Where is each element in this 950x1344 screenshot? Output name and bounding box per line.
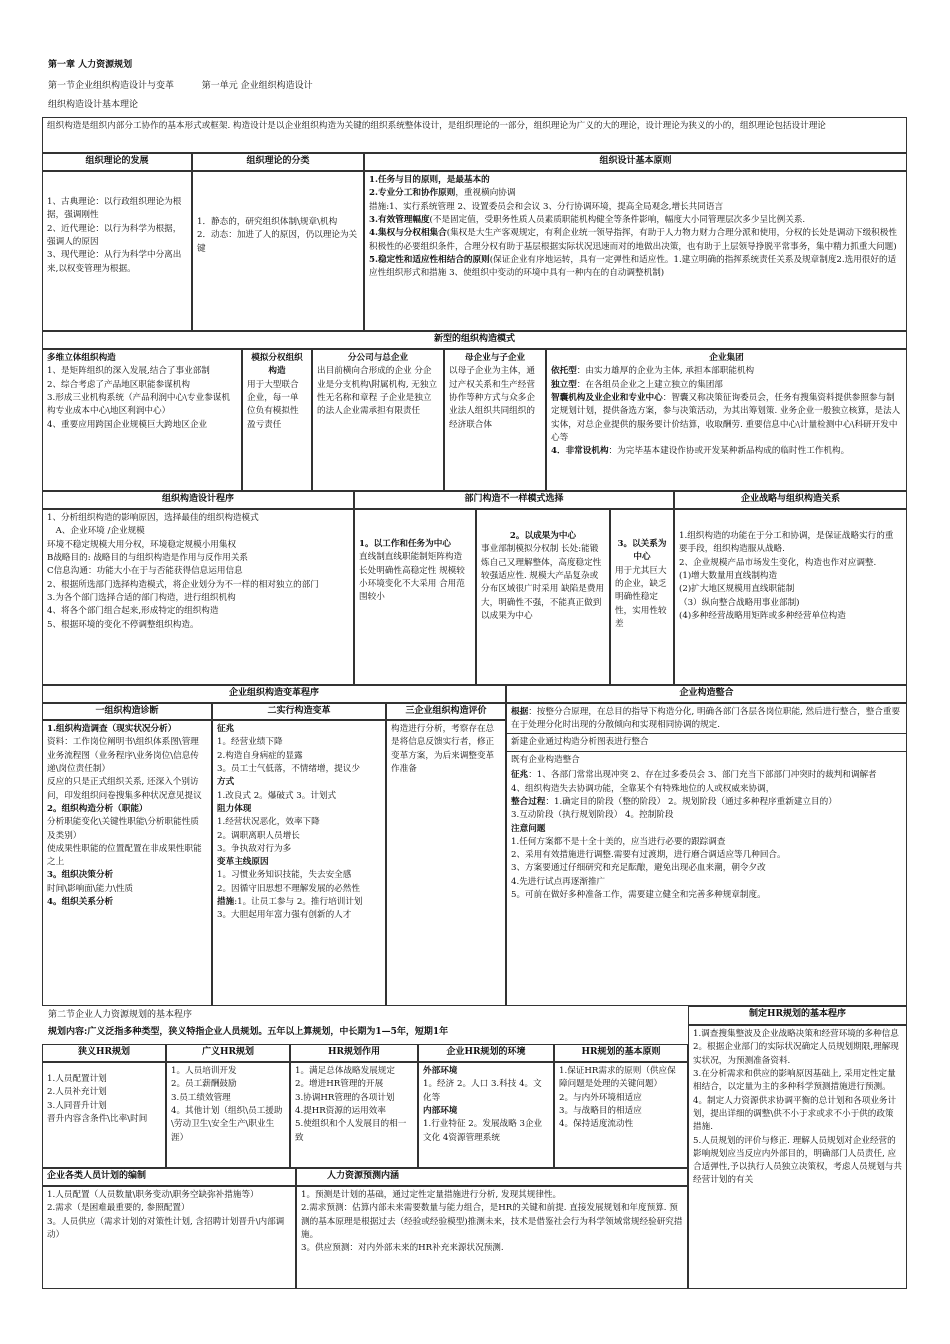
hr-narrow-header: 狭义HR规划 — [42, 1044, 166, 1062]
dept-mode-result-title: 2。以成果为中心 — [509, 531, 577, 541]
diag-line: 4。组织关系分析 — [47, 897, 114, 908]
impl-line: 阻力体现 — [217, 803, 252, 814]
hr-compile-item: 1.人员配置（人员数量\职务变动\职务空缺弥补措施等） — [47, 1190, 259, 1200]
hr-compile-item: 2.需求（是困难最重要的, 参照配置） — [47, 1203, 190, 1214]
theory-dev-item: 1、古典理论：以行政组织理论为根据，强调刚性 — [47, 197, 182, 221]
reform-diag-header: 一组织构造诊断 — [42, 703, 212, 720]
hr-role-header: HR规划作用 — [290, 1044, 418, 1062]
hr-step: 1.调查搜集整波及企业战略决策和经营环境的多种信息2。根据企业部门的实际状况确定人员规划期限,理解现实状况，为预测准备资料. — [693, 1029, 899, 1066]
mode-parent-title: 母企业与子企业 — [464, 353, 526, 363]
impl-line: 变革主线原因 — [217, 857, 269, 868]
integration-symptom-4: 4、组织构造失去协调功能，全靠某个有特殊地位的人或权威来协调， — [511, 783, 775, 794]
hr-broad-item: 1。人员培训开发 — [171, 1066, 237, 1076]
hr-env-header: 企业HR规划的环境 — [418, 1044, 554, 1062]
strategy-item: 1.组织构造的功能在于分工和协调，是保证战略实行的重要手段，组织构造服从战略. — [679, 531, 894, 555]
impl-line: 1。经营业绩下降 — [217, 737, 283, 748]
hr-section-title: 第二节企业人力资源规划的基本程序 — [48, 1010, 193, 1020]
strategy-item: (4)多种经营战略用矩阵或多种经营单位构造 — [679, 610, 846, 621]
hr-step: 5.人员规划的评价与修正. 理解人员规划对企业经营的影响规划应当反应内外部目的，明确部门人员责任, 应合适弹性,予以执行人员独立决策权，考虑人员规划与共经营计划的有关 — [693, 1135, 902, 1186]
hr-content-line: 规划内容:广义泛指多种类型，狭义特指企业人员规划。五年以上算规划，中长期为1—5年，短期1年 — [48, 1027, 449, 1037]
modes-header: 新型的组织构造模式 — [42, 331, 907, 349]
impl-line: 1。习惯业务知识技能，失去安全感 — [217, 870, 352, 881]
theory-class-item: 1．静态的，研究组织体制\规章\机构 — [197, 217, 338, 227]
impl-line: 1.经营状况恶化，效率下降 — [217, 817, 320, 828]
hr-broad-header: 广义HR规划 — [166, 1044, 290, 1062]
hr-principle-cell — [554, 1062, 688, 1168]
hr-env-external-items: 1。经济 2。人口 3.科技 4。文化等 — [423, 1079, 542, 1103]
hr-broad-item: 3.员工绩效管理 — [171, 1092, 231, 1103]
dept-mode-task-cell — [354, 509, 476, 685]
theory-dev-item: 2、近代理论：以行为科学为根据，强调人的原因 — [47, 223, 182, 247]
dept-mode-task-text: 直线制直线职能制矩阵构造 长处明确性高稳定性 规模较小环境变化不大采用 合用范围较小 — [359, 552, 465, 603]
dept-mode-relation-cell — [610, 509, 674, 685]
hr-forecast-item: 2.需求预测：估算内部未来需要数量与能力组合，是HR的关键和前提. 直接发展规划和年度预算. 预测的基本原理是根据过去（经验或经验模型)推测未来，技术是借鉴社会行为科学领域常规经验研究措施。 — [301, 1203, 683, 1240]
design-step: C信息沟通：功能大小在于与否能获得信息运用信息 — [47, 566, 243, 577]
reform-impl-cell — [212, 720, 386, 1006]
hr-steps-cell — [688, 1025, 907, 1289]
diag-line: 3。组织决策分析 — [47, 870, 114, 881]
dept-mode-result-cell — [476, 509, 610, 685]
integration-process: 整合过程：1.确定目的阶段（整的阶段） 2。规划阶段（通过多种程序重新建立目的） — [511, 796, 837, 807]
hr-narrow-item: 1.人员配置计划 — [47, 1074, 107, 1084]
strategy-item: (1)增大数量用直线制构造 — [679, 570, 778, 581]
hr-broad-item: 2。员工薪酬鼓励 — [171, 1079, 237, 1090]
impl-line: 2。调职离职人员增长 — [217, 830, 300, 841]
mode-group-cell — [546, 349, 907, 491]
hr-env-internal-items: 1.行业特征 2。发展战略 3企业文化 4资源管理系统 — [423, 1119, 543, 1143]
theory-dev-item: 3、现代理论：从行为科学中分离出来,以权变管理为根据。 — [47, 250, 182, 274]
chapter-title: 第一章 人力资源规划 — [48, 60, 133, 70]
hr-principle-item: 3。与战略目的相适应 — [559, 1105, 642, 1116]
mode-parent-text: 以母子企业为主体，通过产权关系和生产经营协作等种方式与众多企业法人组织共同组织的经济联合体 — [449, 366, 535, 430]
hr-steps-header: 制定HR规划的基本程序 — [688, 1006, 907, 1025]
dept-mode-task-title: 1。以工作和任务为中心 — [359, 539, 451, 549]
mode-sim-text: 用于大型联合企业，每一单位负有模拟性盈亏责任 — [247, 379, 299, 430]
mode-multi-item: 4、重要应用跨国企业规模巨大跨地区企业 — [47, 419, 208, 430]
principle-cell — [364, 171, 907, 331]
mode-multi-item: 1、是矩阵组织的深入发展,结合了事业部制 — [47, 366, 210, 377]
reform-impl-header: 二实行构造变革 — [212, 703, 386, 720]
diag-line: 1.组织构造调查（现实状况分析） — [47, 724, 177, 734]
integration-existing: 既有企业构造整合 — [507, 751, 906, 769]
mode-parent-cell — [444, 349, 546, 491]
reform-eval-header: 三企业组织构造评价 — [386, 703, 506, 720]
principle-item: 5.稳定性和适应性相结合的原则(保证企业有序地运转，具有一定弹性和适应性。1.建立明确的指挥系统责任关系及规章制度2.选用很好的适应性组织形式和措施 3、使组织中变动的环境中具有一种内在的自动调整机制) — [369, 254, 897, 279]
mode-multi-cell — [42, 349, 242, 491]
hr-step: 4。制定人力资源供求协调平衡的总计划和各项业务计划，提出详细的调整\供不小于求或求不小于供的政策措施. — [693, 1095, 897, 1133]
integration-process-2: 3.互动阶段（执行规划阶段） 4。控制阶段 — [511, 810, 674, 821]
intro-text: 组织构造是组织内部分工协作的基本形式或框架. 构造设计是以企业组织构造为关键的组织系统整体设计，是组织理论的一部分，组织理论为广义的大的理论，设计理论为狭义的小的，组织理论包括设计理论 — [42, 117, 907, 153]
integration-note: 2、采用有效措施进行调整.需要有过渡期，进行磨合调适应等几种回合。 — [511, 850, 786, 861]
hr-compile-cell — [42, 1186, 296, 1289]
diag-line: 使成果性职能的位置配置在非成果性职能之上 — [47, 843, 202, 868]
reform-diag-cell — [42, 720, 212, 1006]
strategy-cell — [674, 509, 907, 685]
principle-item: 2.专业分工和协作原则，重视横向协调 — [369, 188, 516, 199]
hr-forecast-header: 人力资源预测内涵 — [296, 1168, 688, 1186]
principle-item: 措施:1、实行系统管理 2、设置委员会和会议 3、分行协调环境，提高全局观念,增长共同语言 — [369, 201, 724, 212]
dept-mode-result-text: 事业部制模拟分权制 长处:能锻炼自己又理解整体，高度稳定性较强适应性. 规模大产品复杂或分布区域很广时采用 缺陷是费用大，明确性不强，不能真正做到以成果为中心 — [481, 544, 605, 621]
mode-group-line: 独立型：在各组员企业之上建立独立的集团部 — [551, 379, 723, 390]
integration-basis: 根据：按整分合原理，在总目的指导下构造分化, 明确各部门各层各岗位职能, 然后进行整合，整合重要在于处理分化时出现的分散倾向和实现相同协调的规定. — [511, 707, 901, 731]
mode-sim-cell — [242, 349, 312, 491]
hr-principle-item: 1.保证HR需求的原则（供应保障问题是处理的关键问题） — [559, 1066, 676, 1090]
mode-group-line: 4．非常设机构：为完毕基本建设作协或开发某种新品构成的临时性工作机构。 — [551, 446, 850, 457]
hr-narrow-item: 3.人同晋升计划 — [47, 1100, 107, 1111]
diag-line: 时间\影响面\能力\性质 — [47, 883, 134, 894]
mode-group-title: 企业集团 — [709, 353, 744, 363]
integration-note: 3、方案要通过仔细研究和充足酝酿，避免出现必血来潮，朝令夕改 — [511, 863, 766, 874]
hr-narrow-item: 晋升内容含条件\比率\时间 — [47, 1113, 148, 1124]
integration-newbiz: 新建企业通过构造分析图表进行整合 — [507, 733, 906, 751]
section-title — [48, 80, 313, 94]
hr-compile-header: 企业各类人员计划的编制 — [42, 1168, 296, 1186]
mode-multi-item: 2、综合考虑了产品地区职能参谋机构 — [47, 379, 190, 390]
hr-principle-item: 2。与内外环境相适应 — [559, 1092, 642, 1103]
integration-cell — [506, 703, 907, 1006]
integration-note: 4.先进行试点再逐渐推广 — [511, 876, 606, 887]
theory-dev-header: 组织理论的发展 — [42, 153, 192, 171]
strategy-item: （3）纵向整合战略用事业部制) — [679, 597, 800, 608]
reform-header: 企业组织构造变革程序 — [42, 685, 506, 703]
design-step: 1、分析组织构造的影响原因，选择最佳的组织构造模式 — [47, 513, 259, 523]
hr-narrow-cell — [42, 1062, 166, 1168]
principle-item: 3.有效管理幅度(不是固定值，受职务性质人员素质职能机构健全等条件影响，幅度大小同管理层次多少呈比例关系. — [369, 214, 806, 225]
theory-class-item: 2．动态：加进了人的原因，仍以理论为关键 — [197, 230, 358, 254]
integration-note: 5。可前在做好多种准备工作，需要建立健全和完善多种规章制度。 — [511, 890, 766, 901]
strategy-item: 2、企业规模产品市场发生变化，构造也作对应调整. — [679, 557, 877, 568]
strategy-item: (2)扩大地区规模用直线职能制 — [679, 584, 795, 595]
mode-branch-title: 分公司与总企业 — [347, 353, 409, 363]
dept-mode-relation-title: 3。以关系为中心 — [617, 539, 667, 563]
mode-group-line: 依托型：由实力雄厚的企业为主体, 承担本部职能机构 — [551, 366, 755, 377]
integration-note: 1.任何方案都不是十全十美的，应当进行必要的跟踪调查 — [511, 836, 726, 847]
integration-symptom: 征兆：1、各部门常常出现冲突 2、存在过多委员会 3、部门充当下部部门冲突时的裁判和调解者 — [511, 770, 877, 781]
hr-env-external-title: 外部环境 — [423, 1066, 458, 1076]
diag-line: 2。组织构造分析（职能） — [47, 803, 148, 814]
design-step: 环境不稳定规模大用分权，环境稳定规模小用集权 — [47, 539, 237, 550]
hr-broad-cell — [166, 1062, 290, 1168]
impl-line: 征兆 — [217, 724, 235, 734]
hr-env-internal-title: 内部环境 — [423, 1105, 458, 1116]
principle-header: 组织设计基本原则 — [364, 153, 907, 171]
impl-line: 2.构造自身病症的显露 — [217, 750, 303, 761]
unit-name: 第一单元 企业组织构造设计 — [201, 81, 313, 91]
principle-item: 4.集权与分权相集合(集权是大生产客观规定，有利企业统一领导指挥，有助于人力物力财力合理分派和使用，分权的长处是调动下级积极性积极性的必要组织条件，合理分权有助于基层根据实际状况迅速而对的地做出决策，也有助于上层领导挣脱平常事务，集中精力抓重大问题) — [369, 228, 897, 252]
hr-step: 3.在分析需求和供应的影响原因基础上, 采用定性定量相结合，以定量为主的多种科学预测措施进行预测。 — [693, 1068, 896, 1093]
diag-line: 分析职能变化\关键性职能\分析职能性质及类别） — [47, 817, 199, 841]
impl-line: 方式 — [217, 777, 235, 788]
hr-role-item: 4.提HR资源的运用效率 — [295, 1105, 386, 1116]
reform-eval-cell: 构造进行分析，考察存在总是将信息反馈实行者，修正变革方案，为后来调整变革作准备 — [386, 720, 506, 1006]
design-step: 2、根据所选部门选择构造模式，将企业划分为不一样的相对独立的部门 — [47, 579, 319, 590]
hr-narrow-item: 2.人员补充计划 — [47, 1087, 107, 1098]
mode-branch-text: 出目前横向合形成的企业 分企业是分支机构\附属机构, 无独立性无名称和章程 子企业是独立的法人企业需承担有限责任 — [317, 366, 438, 417]
mode-group-line: 智囊机构及业企业和专业中心：智囊又称决策征询委员会，任务有搜集资料提供参照参与制定规划计划，提供备选方案，参与决策活动，为其出筹划策. 业务企业一般独立核算，是法人实体，对总企业提供的服务要计价结算，收取酬劳. 重要信息中心\计量检测中心\科研开发中心等 — [551, 392, 901, 443]
diag-line: 反应的只是正式组织关系, 还深入个别访问，印发组织问卷搜集多种状况意见提议 — [47, 777, 202, 801]
design-step: A、企业环境 /企业规模 — [47, 526, 145, 537]
section-name: 第一节企业组织构造设计与变革 — [48, 81, 175, 91]
theory-class-header: 组织理论的分类 — [192, 153, 364, 171]
hr-role-item: 5.使组织和个人发展目的相一致 — [295, 1119, 407, 1143]
hr-role-cell — [290, 1062, 418, 1168]
hr-role-item: 2。增进HR管理的开展 — [295, 1079, 384, 1090]
hr-compile-item: 3。人员供应（需求计划的对策性计划, 含招聘计划晋升\内部调动） — [47, 1216, 285, 1240]
impl-line: 措施:1。让员工参与 2。推行培训计划 — [217, 897, 363, 908]
design-step: 5、根据环境的变化不停调整组织构造。 — [47, 619, 199, 630]
hr-role-item: 1。满足总体战略发展规定 — [295, 1066, 395, 1076]
hr-role-item: 3.协调HR管理的各项计划 — [295, 1092, 395, 1103]
impl-line: 1.改良式 2。爆破式 3。计划式 — [217, 790, 337, 801]
design-step: 3.为各个部门选择合适的部门构造，进行组织机构 — [47, 592, 236, 603]
diag-line: 资料：工作岗位阐明书\组织体系图\管理业务流程图（业务程序\业务岗位\信息传递\岗位责任制） — [47, 737, 199, 774]
mode-sim-title: 模拟分权组织构造 — [251, 353, 303, 377]
dept-mode-header: 部门构造不一样模式选择 — [354, 491, 674, 509]
hr-principle-header: HR规划的基本原则 — [554, 1044, 688, 1062]
impl-line: 3。员工士气低落，不情绪增，提议少 — [217, 763, 360, 774]
mode-multi-item: 3.形成三业机构系统（产品利润中心\专业参谋机构专业成本中心\地区利润中心） — [47, 392, 230, 417]
design-procedure-cell — [42, 509, 354, 685]
theory-class-cell — [192, 171, 364, 331]
impl-line: 3。争执敌对行为多 — [217, 843, 292, 854]
integration-notes-title: 注意问题 — [511, 823, 546, 834]
design-step: 4、将各个部门组合起来,形成特定的组织构造 — [47, 606, 219, 617]
design-step: B战略目的: 战略目的与组织构造是作用与反作用关系 — [47, 552, 249, 563]
strategy-header: 企业战略与组织构造关系 — [674, 491, 907, 509]
design-procedure-header: 组织构造设计程序 — [42, 491, 354, 509]
topic-title: 组织构造设计基本理论 — [48, 100, 139, 110]
integration-header: 企业构造整合 — [506, 685, 907, 703]
impl-line: 3。大胆起用年富力强有创新的人才 — [217, 910, 352, 921]
hr-forecast-item: 1。预测是计划的基础，通过定性定量措施进行分析, 发现其规律性。 — [301, 1190, 562, 1200]
dept-mode-relation-text: 用于尤其巨大的企业，缺乏明确性稳定性，实用性较差 — [615, 565, 667, 629]
theory-dev-cell — [42, 171, 192, 331]
mode-multi-title: 多维立体组织构造 — [47, 353, 116, 363]
hr-forecast-cell — [296, 1186, 688, 1289]
mode-branch-cell — [312, 349, 444, 491]
hr-env-cell — [418, 1062, 554, 1168]
principle-item: 1.任务与目的原则，是最基本的 — [369, 175, 490, 185]
hr-broad-item: 4。其他计划（组织\员工援助\劳动卫生\安全生产\职业生涯） — [171, 1105, 283, 1143]
hr-principle-item: 4。保持适度流动性 — [559, 1119, 634, 1130]
hr-forecast-item: 3。供应预测：对内外部未来的HR补充来源状况预测. — [301, 1243, 504, 1254]
impl-line: 2。因循守旧思想不理解发展的必然性 — [217, 883, 360, 894]
